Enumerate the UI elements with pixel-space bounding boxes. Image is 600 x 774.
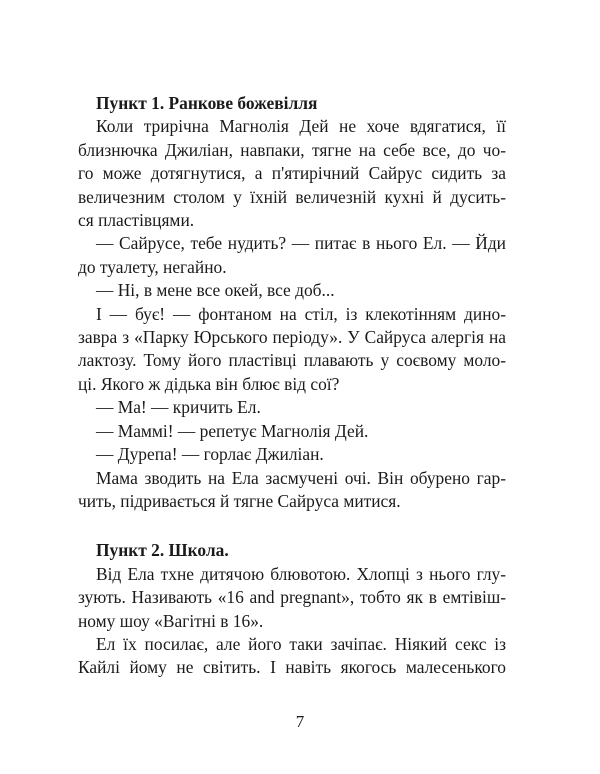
paragraph [78, 420, 506, 443]
paragraph [78, 443, 506, 466]
section-heading: Пункт 1. Ранкове божевілля [96, 93, 318, 113]
text-line: ці. Якого ж дідька він блює від сої? [78, 373, 340, 394]
text-line: лактозу. Тому його пластівці плавають у соєвому моло- [78, 350, 506, 371]
text-line: близнючка Джиліан, навпаки, тягне на себе все, до чо- [78, 139, 506, 160]
paragraph [78, 115, 506, 232]
text-line: ному шоу «Вагітні в 16». [78, 610, 264, 631]
paragraph [78, 232, 506, 279]
text-line: Кайлі йому не світить. І навіть якогось малесенького [78, 657, 506, 678]
text-line: — Сайрусе, тебе нудить? — питає в нього Ел. — Йди [96, 233, 506, 254]
text-line: ся пластівцями. [78, 210, 195, 231]
text-line: — Дурепа! — горлає Джиліан. [96, 444, 324, 465]
paragraph [78, 563, 506, 633]
section [78, 539, 506, 679]
section-heading: Пункт 2. Школа. [96, 540, 229, 561]
text-line: чить, підривається й тягне Сайруса митися. [78, 490, 401, 511]
page-number: 7 [295, 712, 305, 731]
text-line: го може дотягнутися, а п'ятирічний Сайрус сидить за [78, 163, 506, 184]
text-line: — Маммі! — репетує Магнолія Дей. [96, 420, 369, 441]
text-line: величезним столом у їхній величезній кухні й дусить- [78, 186, 506, 207]
section [78, 92, 506, 513]
paragraph [78, 279, 506, 302]
text-line: — Ма! — кричить Ел. [96, 397, 261, 418]
text-line: зують. Називають «16 and pregnant», тобто як в емтівіш- [78, 587, 506, 608]
text-line: завра з «Парку Юрського періоду». У Сайруса алергія на [78, 327, 506, 348]
text-line: до туалету, негайно. [78, 256, 227, 277]
text-line: Коли трирічна Магнолія Дей не хоче вдягатися, її [96, 116, 506, 137]
text-line: — Ні, в мене все окей, все доб... [96, 280, 335, 301]
paragraph [78, 396, 506, 419]
paragraph [78, 467, 506, 514]
text-line: Ел їх посилає, але його таки зачіпає. Ніякий секс із [96, 633, 506, 654]
text-line: Від Ела тхне дитячою блювотою. Хлопці з нього глу- [96, 563, 506, 584]
page-body [78, 92, 506, 680]
text-line: Мама зводить на Ела засмучені очі. Він обурено гар- [96, 467, 506, 488]
paragraph [78, 303, 506, 397]
paragraph [78, 633, 506, 680]
text-line: І — бує! — фонтаном на стіл, із клекотінням дино- [96, 303, 506, 324]
